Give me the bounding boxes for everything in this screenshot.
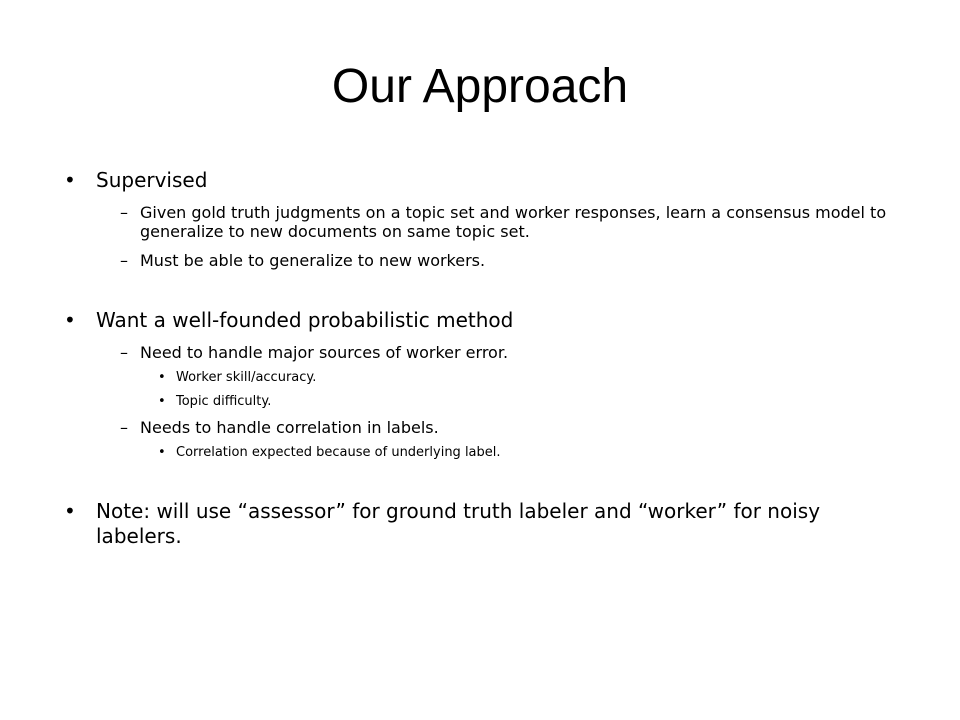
bullet-item-supervised [64,168,904,193]
sub-item-text: Needs to handle correlation in labels. [140,418,439,437]
sub-sub-item [64,394,904,410]
bullet-icon: • [64,168,76,192]
bullet-icon: • [158,370,166,385]
sub-item [64,418,904,437]
dash-icon: – [120,203,128,222]
bullet-icon: • [64,499,76,523]
slide-body [64,168,904,549]
bullet-item-note [64,499,904,549]
bullet-text: Want a well-founded probabilistic method [96,308,514,332]
sub-item [64,251,904,270]
sub-sub-item [64,370,904,386]
bullet-icon: • [64,308,76,332]
bullet-item-probabilistic-method [64,308,904,333]
bullet-text: Note: will use “assessor” for ground truth labeler and “worker” for noisy labelers. [96,499,821,548]
sub-item-text: Must be able to generalize to new workers. [140,251,486,270]
bullet-text: Supervised [96,168,208,192]
bullet-icon: • [158,394,166,409]
sub-item [64,343,904,362]
sub-item-text: Given gold truth judgments on a topic set and worker responses, learn a consensus model to generalize to new documents on same topic set. [140,203,887,241]
sub-sub-item [64,445,904,461]
dash-icon: – [120,418,128,437]
sub-item [64,203,904,241]
dash-icon: – [120,343,128,362]
sub-sub-item-text: Topic difficulty. [176,394,272,409]
sub-item-text: Need to handle major sources of worker error. [140,343,509,362]
sub-sub-item-text: Correlation expected because of underlying label. [176,445,501,460]
sub-sub-item-text: Worker skill/accuracy. [176,370,317,385]
slide-title: Our Approach [331,60,629,113]
bullet-icon: • [158,445,166,460]
dash-icon: – [120,251,128,270]
